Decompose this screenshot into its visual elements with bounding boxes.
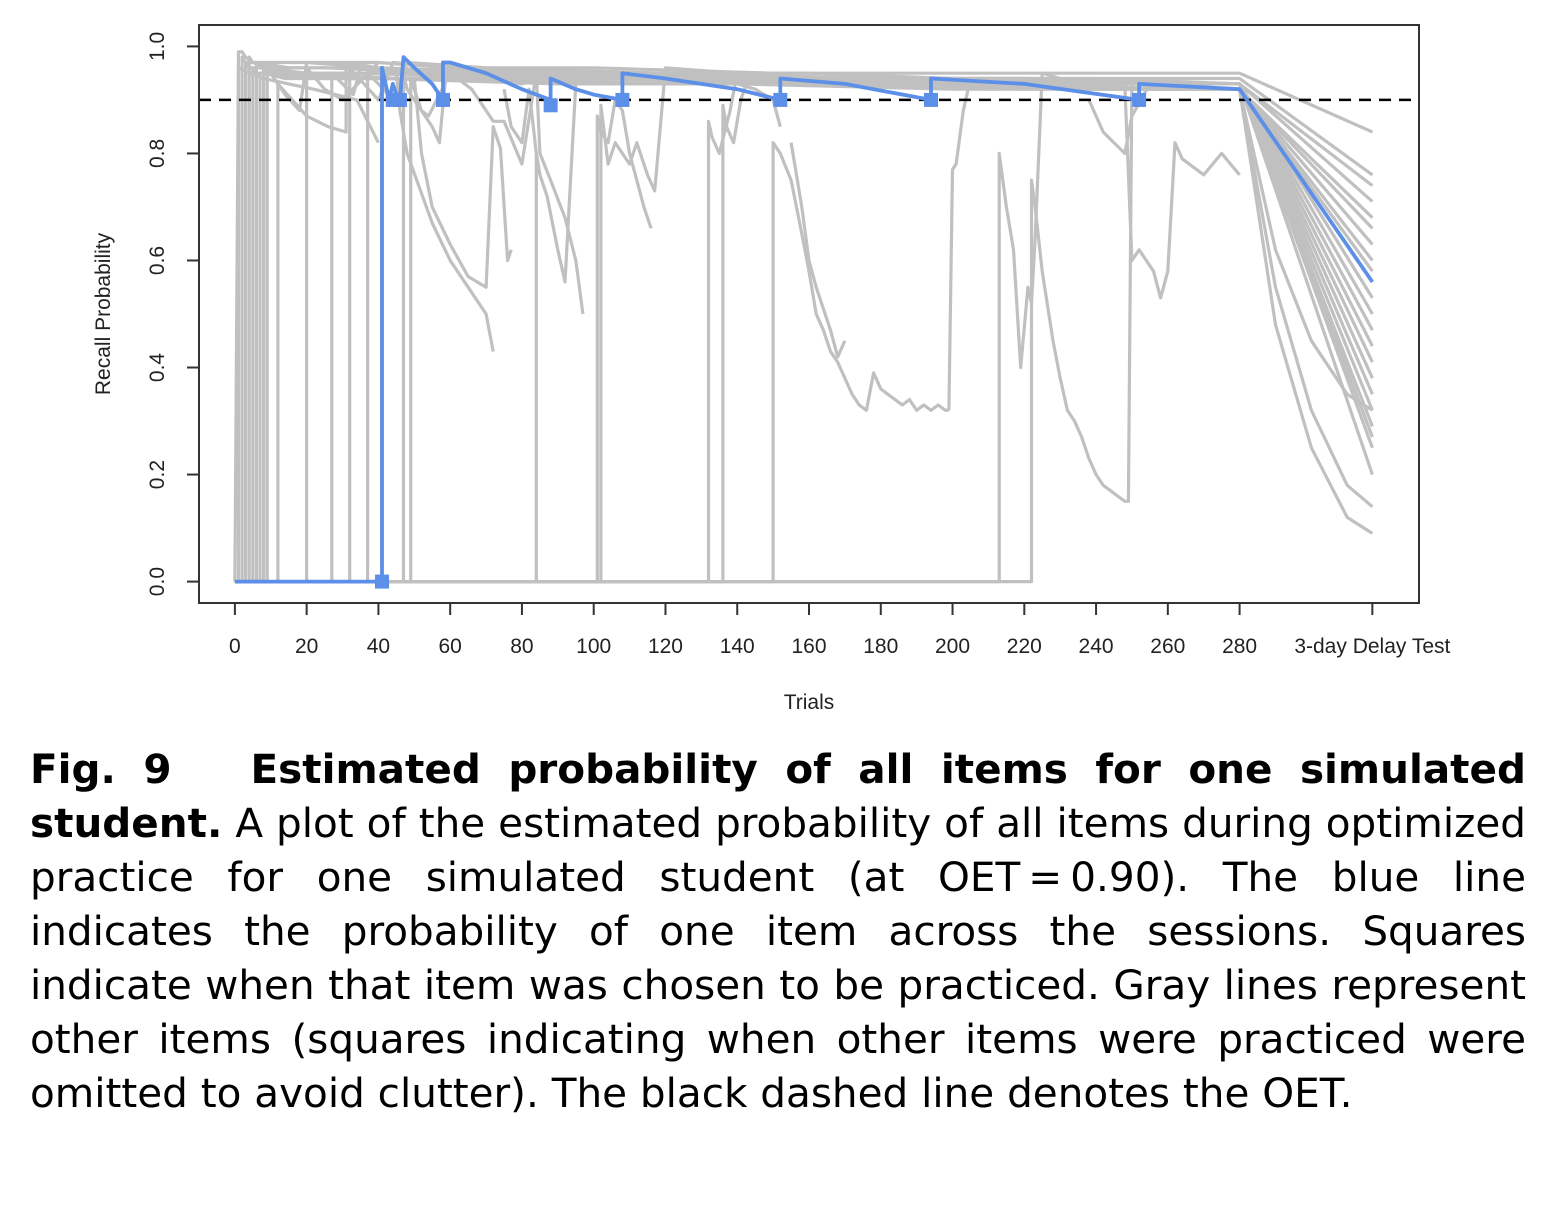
x-tick-label: 120: [647, 635, 683, 658]
x-tick-label: 260: [1150, 635, 1186, 658]
other-item-line: [791, 143, 845, 357]
x-tick-label: 80: [510, 635, 534, 658]
x-tick-label: 60: [438, 635, 462, 658]
x-tick-label: 240: [1078, 635, 1114, 658]
x-tick-label: 3-day Delay Test: [1294, 635, 1451, 658]
y-tick-label: 0.6: [146, 245, 169, 276]
other-item-line: [235, 79, 1373, 582]
y-tick-label: 1.0: [146, 31, 169, 62]
practice-marker: [375, 575, 389, 589]
other-item-line: [235, 79, 1373, 582]
x-tick-label: 160: [791, 635, 827, 658]
other-item-line: [235, 143, 949, 582]
other-item-line: [235, 100, 651, 582]
figure-label: Fig. 9: [30, 745, 172, 793]
x-tick-label: 180: [863, 635, 899, 658]
other-item-line: [264, 68, 1373, 582]
other-item-line: [249, 68, 1372, 582]
x-axis-title: Trials: [783, 691, 835, 714]
x-tick-label: 20: [294, 635, 319, 658]
other-item-line: [1240, 89, 1373, 533]
y-tick-label: 0.8: [146, 138, 169, 169]
practice-marker: [393, 93, 407, 107]
x-tick-label: 0: [229, 635, 241, 658]
other-item-line: [235, 52, 1373, 582]
other-item-line: [239, 57, 1373, 582]
practice-marker: [1132, 93, 1146, 107]
x-axis: [229, 603, 1450, 658]
figure-caption: [30, 742, 1526, 1120]
other-item-line: [246, 57, 1373, 582]
x-tick-label: 100: [576, 635, 612, 658]
practice-marker: [544, 98, 558, 112]
other-item-line: [414, 79, 511, 288]
other-item-line: [260, 63, 1372, 582]
figure-title: Estimated probability of all items for one simulated student.: [30, 745, 1526, 847]
x-tick-label: 200: [935, 635, 971, 658]
other-item-line: [949, 79, 996, 411]
other-item-line: [235, 73, 1060, 581]
x-tick-label: 40: [366, 635, 391, 658]
other-item-line: [256, 73, 1372, 581]
y-axis: [146, 32, 199, 596]
y-tick-label: 0.4: [146, 352, 169, 383]
practice-marker: [436, 93, 450, 107]
y-tick-label: 0.0: [146, 566, 169, 597]
practice-marker: [615, 93, 629, 107]
x-tick-label: 140: [719, 635, 755, 658]
practice-marker: [924, 93, 938, 107]
x-tick-label: 220: [1006, 635, 1042, 658]
line-layer: [199, 52, 1419, 589]
practice-marker: [773, 93, 787, 107]
y-tick-label: 0.2: [146, 459, 169, 490]
y-axis-title: Recall Probability: [92, 232, 115, 396]
other-item-line: [1125, 84, 1240, 298]
figure-caption-text: A plot of the estimated probability of all items during optimized practice for one simulated student (at OET = 0.90). The blue line indicates the probability of one item across the sessions. Squares indicate when that item was chosen to be practiced. Gray lines represent other items (squares indicating when other items were practiced were omitted to avoid clutter). The black dashed line denotes the OET.: [30, 799, 1526, 1117]
x-tick-label: 280: [1222, 635, 1258, 658]
other-item-line: [235, 68, 737, 582]
